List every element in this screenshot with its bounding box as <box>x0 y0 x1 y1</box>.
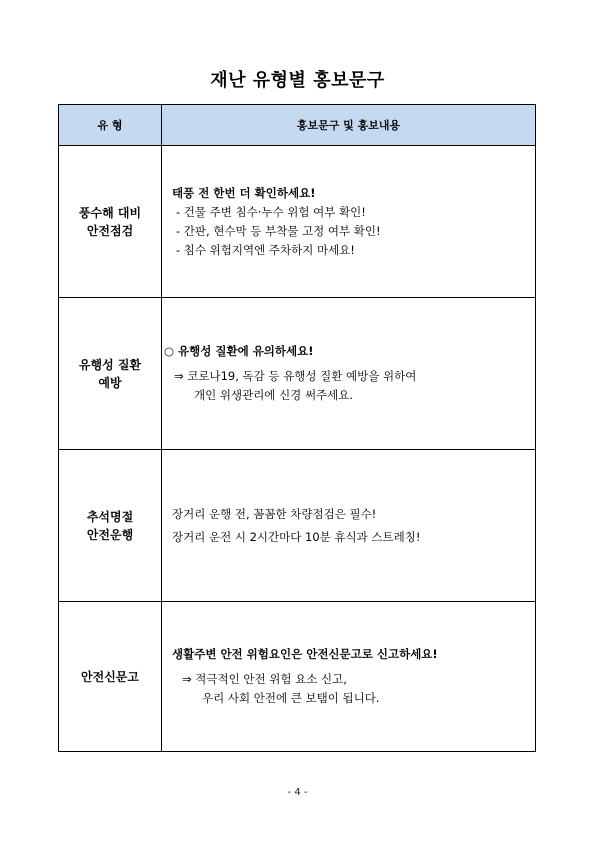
type-label: 유행성 질환 <box>78 357 142 372</box>
content-line: 우리 사회 안전에 큰 보탬이 됩니다. <box>202 691 380 705</box>
type-cell <box>59 602 162 752</box>
content-line: - 건물 주변 침수·누수 위험 여부 확인! <box>176 204 366 219</box>
type-cell <box>59 146 162 298</box>
content-headline: ○ 유행성 질환에 유의하세요! <box>164 344 314 358</box>
table-header-row <box>59 105 536 146</box>
content-cell <box>162 298 536 450</box>
type-label: 예방 <box>98 375 122 390</box>
content-cell <box>162 602 536 752</box>
type-label: 안전운행 <box>86 527 134 542</box>
type-label: 안전신문고 <box>81 669 139 684</box>
table-row <box>59 298 536 450</box>
type-label: 추석명절 <box>86 509 134 524</box>
table-row <box>59 602 536 752</box>
content-line: 장거리 운행 전, 꼼꼼한 차량점검은 필수! <box>172 506 377 521</box>
type-cell <box>59 450 162 602</box>
content-line: 개인 위생관리에 신경 써주세요. <box>194 388 354 402</box>
content-line: - 간판, 현수막 등 부착물 고정 여부 확인! <box>176 223 381 238</box>
content-line: - 침수 위험지역엔 주차하지 마세요! <box>176 242 355 257</box>
header-content: 홍보문구 및 홍보내용 <box>162 105 536 146</box>
promo-table <box>58 104 536 752</box>
page-number: - 4 - <box>287 787 308 798</box>
content-line: 장거리 운전 시 2시간마다 10분 휴식과 스트레칭! <box>172 529 421 544</box>
type-cell <box>59 298 162 450</box>
content-line: ⇒ 적극적인 안전 위험 요소 신고, <box>182 672 347 686</box>
header-type: 유 형 <box>59 105 162 146</box>
content-cell <box>162 146 536 298</box>
content-cell <box>162 450 536 602</box>
table-row <box>59 450 536 602</box>
content-line: ⇒ 코로나19, 독감 등 유행성 질환 예방을 위하여 <box>174 369 417 383</box>
content-headline: 생활주변 안전 위험요인은 안전신문고로 신고하세요! <box>172 647 438 661</box>
document-title: 재난 유형별 홍보문구 <box>210 70 385 91</box>
table-row <box>59 146 536 298</box>
content-headline: 태풍 전 한번 더 확인하세요! <box>172 185 316 200</box>
type-label: 풍수해 대비 <box>78 205 142 220</box>
type-label: 안전점검 <box>86 223 134 238</box>
